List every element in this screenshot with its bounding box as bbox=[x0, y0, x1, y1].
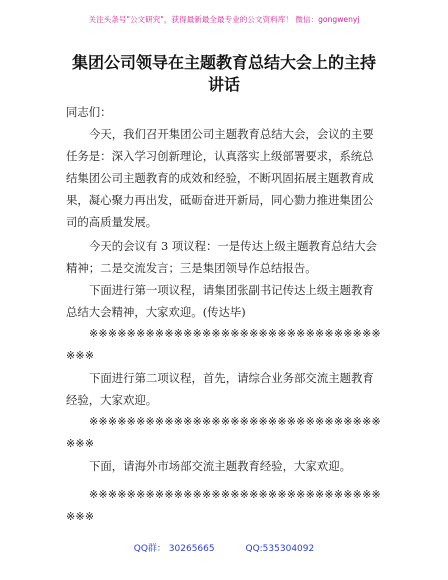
document-title: 集团公司领导在主题教育总结大会上的主持讲话 bbox=[71, 53, 376, 94]
footer-contact bbox=[0, 541, 448, 554]
paragraph-second-item: 下面进行第二项议程，首先，请综合业务部交流主题教育经验，大家欢迎。 bbox=[66, 371, 374, 407]
greeting: 同志们： bbox=[66, 105, 112, 119]
paragraph-first-item: 下面进行第一项议程，请集团张副书记传达上级主题教育总结大会精神，大家欢迎。(传达毕) bbox=[66, 283, 374, 319]
separator-stars: ※※※※※※※※※※※※※※※※※※※※※※※※※※※※※※※※※※ bbox=[66, 415, 381, 450]
top-notice: 关注头条号"公文研究"，获得最新最全最专业的公文资料库！ 微信：gongwenyj bbox=[88, 15, 360, 24]
footer-qq-group: QQ群： 30265665 bbox=[133, 544, 215, 554]
paragraph-agenda: 今天的会议有 3 项议程：一是传达上级主题教育总结大会精神；二是交流发言；三是集团领导作总结报告。 bbox=[66, 239, 377, 275]
footer-qq: QQ:535304092 bbox=[245, 544, 315, 554]
paragraph-intro: 今天，我们召开集团公司主题教育总结大会，会议的主要任务是：深入学习创新理论，认真落实上级部署要求，系统总结集团公司主题教育的成效和经验，不断巩固拓展主题教育成果，凝心聚力再出发，砥砺奋进开新局，同心勠力推进集团公司的高质量发展。 bbox=[66, 127, 374, 229]
separator-stars: ※※※※※※※※※※※※※※※※※※※※※※※※※※※※※※※※※※ bbox=[66, 488, 381, 523]
separator-stars: ※※※※※※※※※※※※※※※※※※※※※※※※※※※※※※※※※※ bbox=[66, 327, 381, 362]
paragraph-overseas: 下面，请海外市场部交流主题教育经验，大家欢迎。 bbox=[89, 459, 351, 473]
